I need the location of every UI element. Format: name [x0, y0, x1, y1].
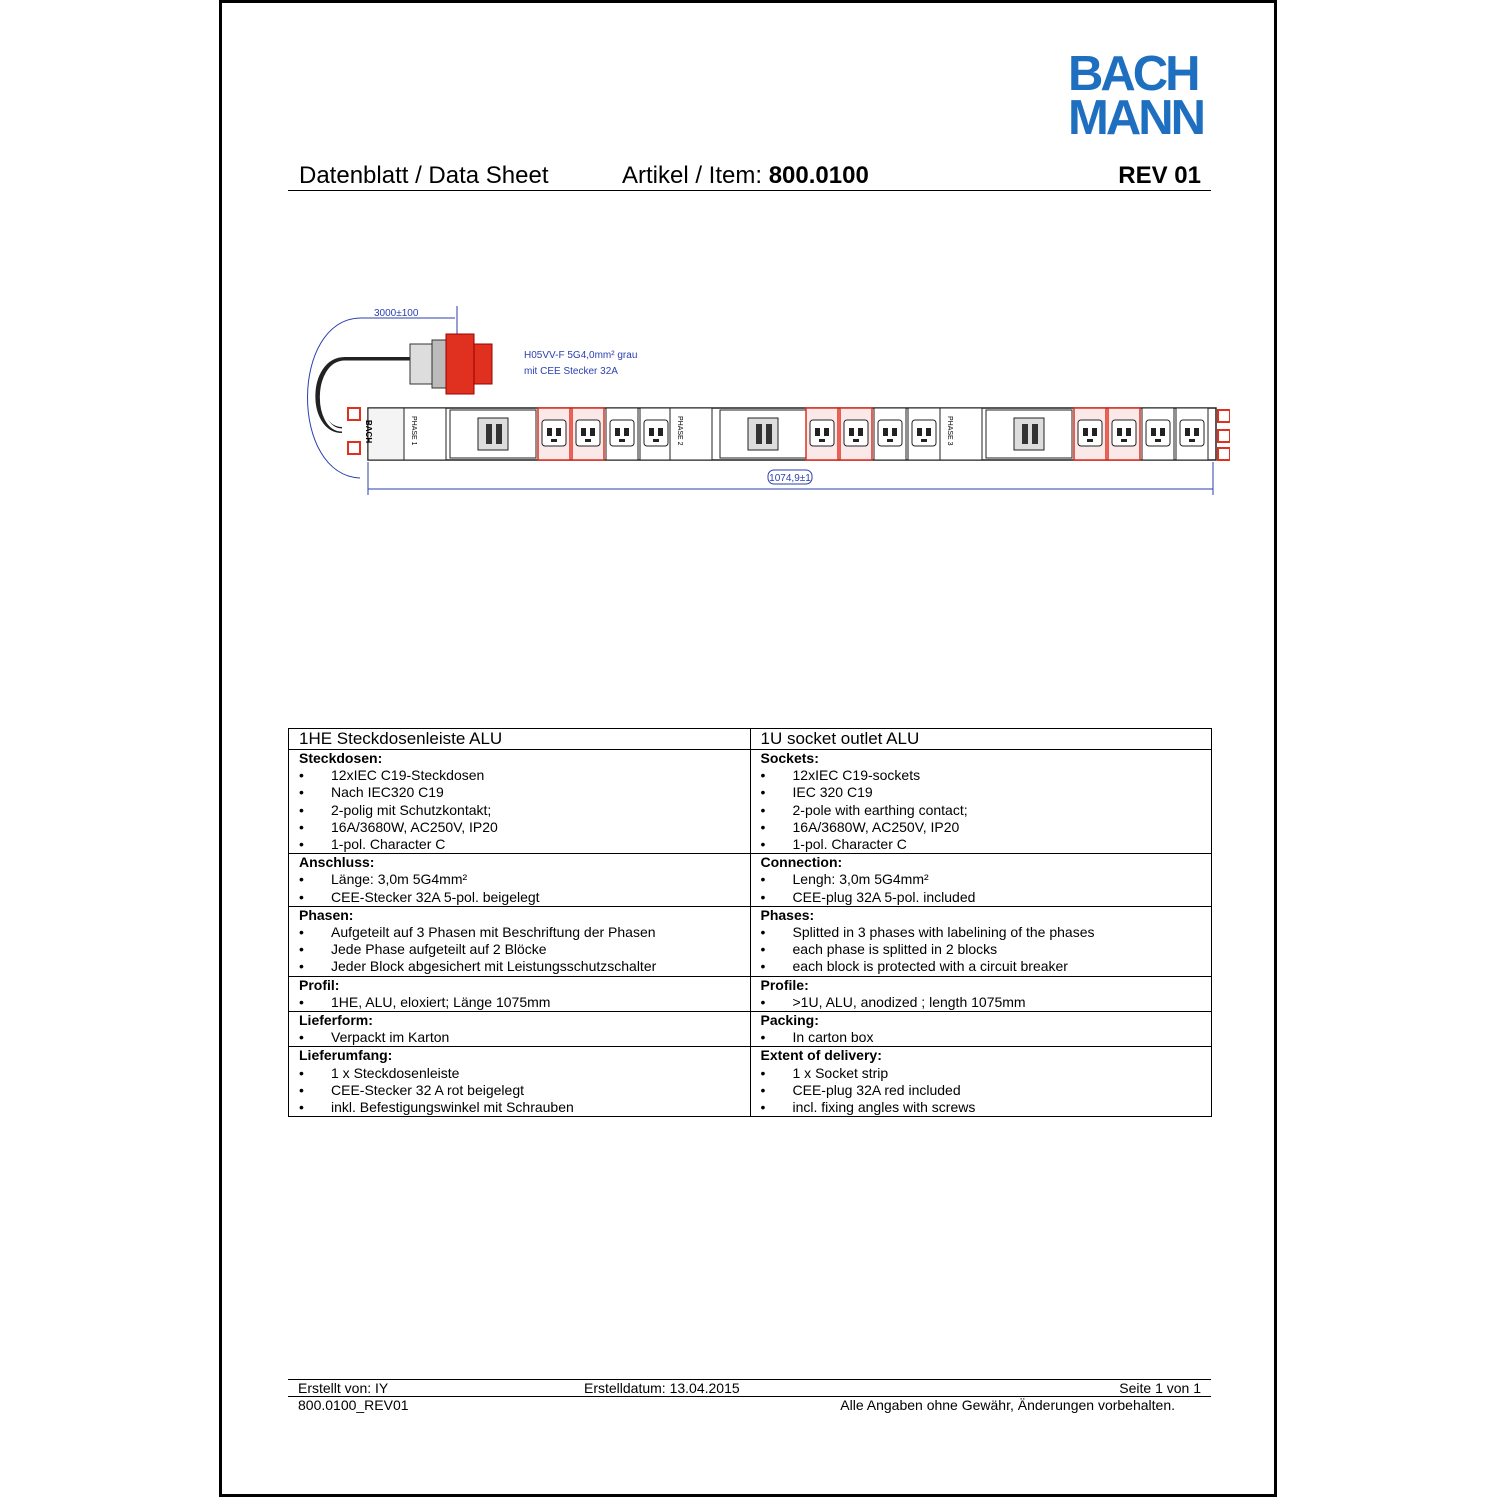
bullet-item: • 1-pol. Character C — [299, 836, 750, 853]
cable-note-1: H05VV-F 5G4,0mm² grau — [524, 350, 638, 361]
bachmann-logo — [1068, 47, 1208, 145]
bullet-item: • each phase is splitted in 2 blocks — [761, 941, 1212, 958]
bullet-item: • 12xIEC C19-sockets — [761, 767, 1212, 784]
bullet-item: • each block is protected with a circuit breaker — [761, 958, 1212, 975]
cable-note-2: mit CEE Stecker 32A — [524, 366, 618, 377]
bullet-item: • CEE-Stecker 32 A rot beigelegt — [299, 1082, 750, 1099]
bullet-item: • 12xIEC C19-Steckdosen — [299, 767, 750, 784]
phase-label: PHASE 3 — [946, 416, 953, 446]
logo-line-2: MANN — [1068, 91, 1203, 145]
bullet-item: • Jede Phase aufgeteilt auf 2 Blöcke — [299, 941, 750, 958]
document-id: 800.0100_REV01 — [298, 1397, 409, 1413]
strip-brand: BACH — [364, 420, 373, 444]
strip-length-label: 1074,9±1 — [769, 473, 811, 484]
bullet-item: • 2-pole with earthing contact; — [761, 802, 1212, 819]
section-heading: Sockets: — [760, 750, 819, 766]
bullet-item: • Jeder Block abgesichert mit Leistungsschutzschalter — [299, 958, 750, 975]
spec-cell-en — [750, 906, 1212, 976]
specification-table — [288, 728, 1212, 1117]
bullet-item: • 1 x Socket strip — [761, 1065, 1212, 1082]
bullet-item: • In carton box — [761, 1029, 1212, 1046]
spec-title-de: 1HE Steckdosenleiste ALU — [289, 729, 751, 750]
spec-section-row — [289, 854, 1212, 907]
created-by: Erstellt von: IY — [298, 1380, 389, 1396]
bullet-item: • Aufgeteilt auf 3 Phasen mit Beschriftung der Phasen — [299, 924, 750, 941]
logo-line-1: BACH — [1068, 47, 1198, 101]
bullet-item: • 1 x Steckdosenleiste — [299, 1065, 750, 1082]
section-heading: Lieferform: — [299, 1012, 373, 1029]
section-heading: Steckdosen: — [299, 750, 383, 766]
created-date: Erstelldatum: 13.04.2015 — [584, 1380, 740, 1396]
disclaimer: Alle Angaben ohne Gewähr, Änderungen vorbehalten. — [840, 1397, 1175, 1413]
item-field — [622, 162, 869, 190]
spec-cell-de — [289, 854, 751, 907]
document-header — [288, 160, 1211, 191]
item-label: Artikel / Item: — [622, 162, 769, 189]
bullet-item: • 1-pol. Character C — [761, 836, 1212, 853]
page-number: Seite 1 von 1 — [1119, 1380, 1201, 1396]
sheet-title: Datenblatt / Data Sheet — [299, 162, 549, 189]
bullet-item: • Nach IEC320 C19 — [299, 784, 750, 801]
spec-cell-de — [289, 1047, 751, 1117]
bullet-item: • 16A/3680W, AC250V, IP20 — [761, 819, 1212, 836]
bullet-item: • >1U, ALU, anodized ; length 1075mm — [761, 994, 1212, 1011]
spec-cell-en — [750, 976, 1212, 1011]
section-heading: Profile: — [760, 976, 809, 993]
spec-cell-en — [750, 854, 1212, 907]
bullet-item: • 16A/3680W, AC250V, IP20 — [299, 819, 750, 836]
section-heading: Extent of delivery: — [760, 1047, 882, 1064]
bullet-item: • Verpackt im Karton — [299, 1029, 750, 1046]
revision: REV 01 — [1118, 162, 1201, 189]
bullet-item: • CEE-plug 32A 5-pol. included — [761, 889, 1212, 906]
cable-length-label: 3000±100 — [374, 308, 419, 319]
plug-grip — [410, 344, 432, 384]
bullet-item: • inkl. Befestigungswinkel mit Schrauben — [299, 1099, 750, 1116]
spec-section-row — [289, 976, 1212, 1011]
spec-cell-de — [289, 976, 751, 1011]
bullet-item: • 1HE, ALU, eloxiert; Länge 1075mm — [299, 994, 750, 1011]
bullet-item: • CEE-Stecker 32A 5-pol. beigelegt — [299, 889, 750, 906]
cee-plug-icon — [446, 334, 474, 394]
section-heading: Phases: — [760, 906, 815, 923]
spec-section-row — [289, 1047, 1212, 1117]
document-footer — [288, 1379, 1211, 1413]
spec-cell-de — [289, 750, 751, 854]
product-drawing — [290, 300, 1230, 500]
section-heading: Lieferumfang: — [299, 1047, 393, 1064]
section-heading: Profil: — [299, 976, 340, 993]
bullet-item: • Länge: 3,0m 5G4mm² — [299, 871, 750, 888]
bullet-item: • incl. fixing angles with screws — [761, 1099, 1212, 1116]
section-heading: Packing: — [760, 1012, 819, 1029]
phase-label: PHASE 2 — [676, 416, 683, 446]
section-heading: Anschluss: — [299, 854, 375, 871]
bullet-item: • IEC 320 C19 — [761, 784, 1212, 801]
item-number: 800.0100 — [768, 162, 869, 189]
spec-cell-en — [750, 750, 1212, 854]
section-heading: Connection: — [760, 854, 843, 871]
spec-cell-de — [289, 1012, 751, 1047]
spec-section-row — [289, 1012, 1212, 1047]
bullet-item: • Lengh: 3,0m 5G4mm² — [761, 871, 1212, 888]
phase-label: PHASE 1 — [410, 416, 417, 446]
section-heading: Phasen: — [299, 906, 354, 923]
spec-section-row — [289, 750, 1212, 854]
bullet-item: • Splitted in 3 phases with labelining of the phases — [761, 924, 1212, 941]
spec-section-row — [289, 906, 1212, 976]
spec-cell-en — [750, 1047, 1212, 1117]
bullet-item: • CEE-plug 32A red included — [761, 1082, 1212, 1099]
bullet-item: • 2-polig mit Schutzkontakt; — [299, 802, 750, 819]
spec-cell-en — [750, 1012, 1212, 1047]
spec-cell-de — [289, 906, 751, 976]
spec-title-en: 1U socket outlet ALU — [750, 729, 1212, 750]
